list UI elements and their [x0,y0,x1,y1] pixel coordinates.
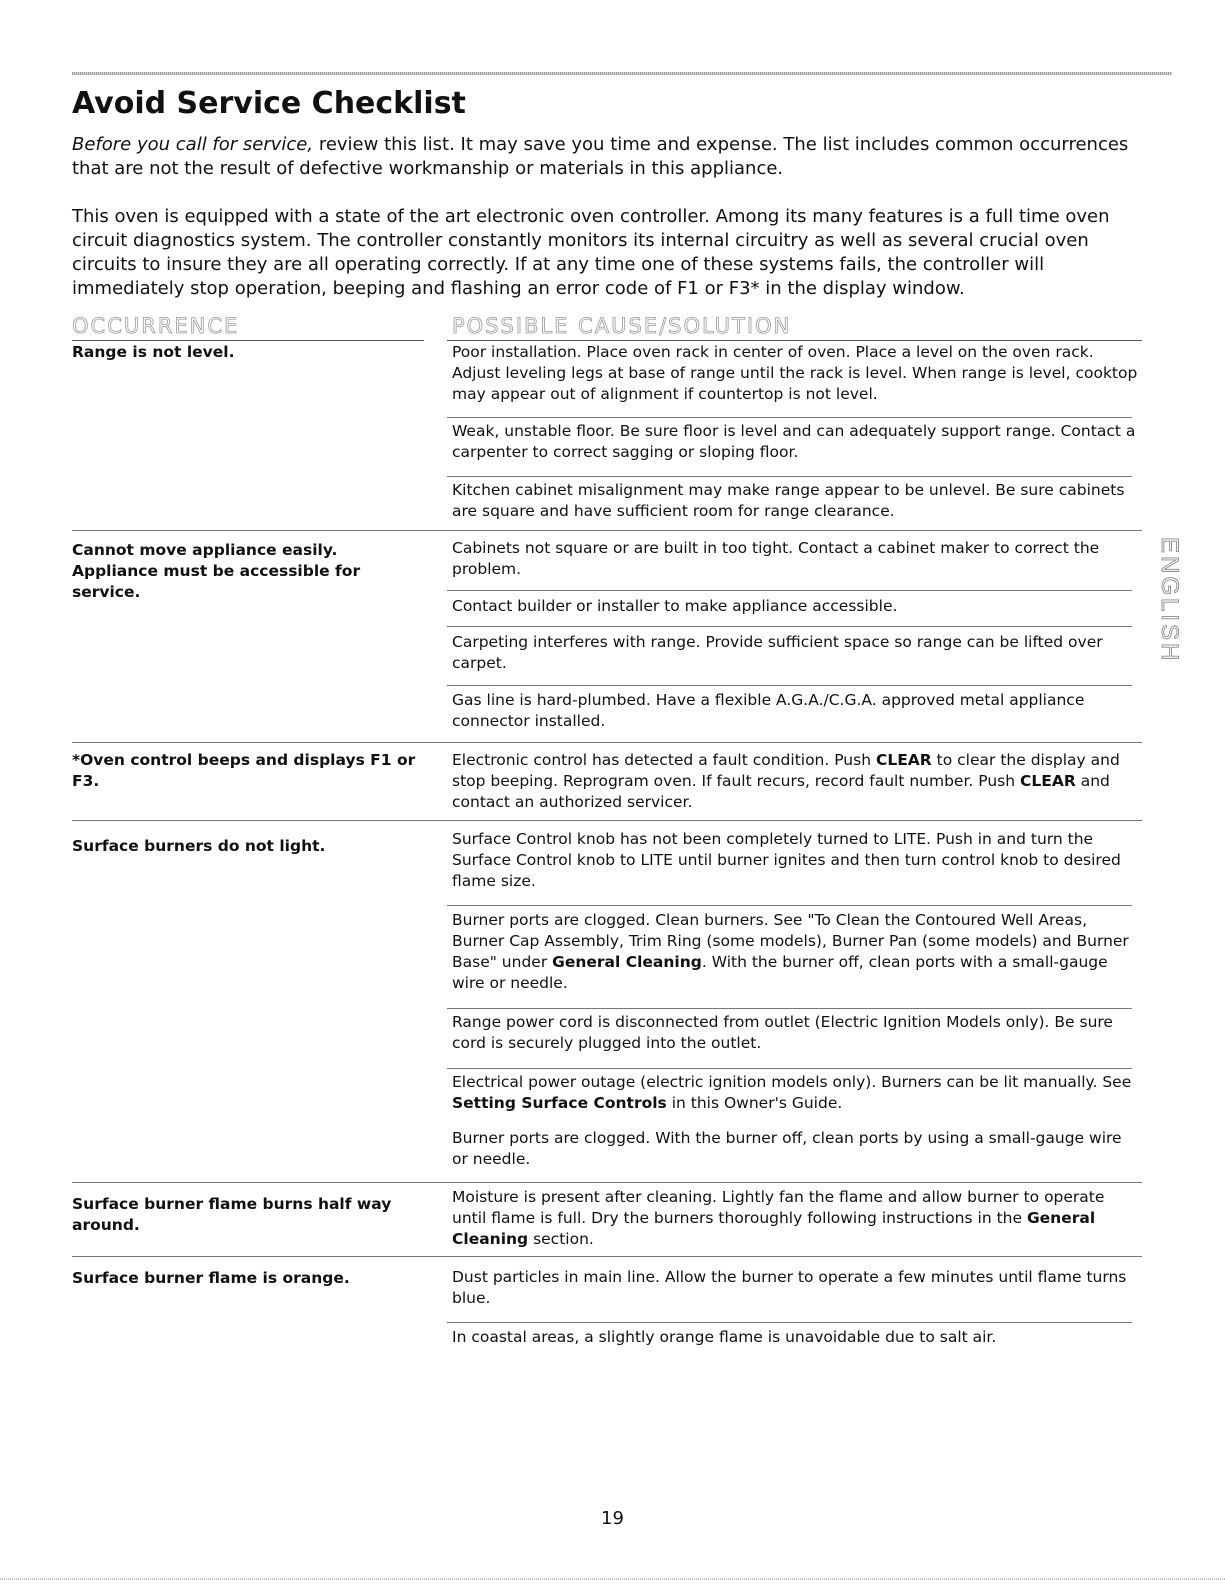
occurrence-burners-not-light: Surface burners do not light. [72,837,326,855]
setting-surface-controls-ref: Setting Surface Controls [452,1094,667,1112]
divider [447,685,1132,686]
solution-light-5: Burner ports are clogged. With the burner off, clean ports by using a small-gauge wire or needle. [452,1129,1122,1168]
divider [447,1008,1132,1009]
intro-lead: Before you call for service, [72,134,314,155]
text-run: to clear the display and stop beeping. Reprogram oven. If fault recurs, record fault number. Push [452,751,1120,790]
text-run: Electronic control has detected a fault condition. Push [452,751,876,769]
text-run: Electrical power outage (electric ignition models only). Burners can be lit manually. See [452,1073,1132,1091]
occurrence-f1-f3: *Oven control beeps and displays F1 or F3. [72,751,416,790]
text-run: Moisture is present after cleaning. Lightly fan the flame and allow burner to operate until flame is full. Dry the burners thoroughly following instructions in the [452,1188,1105,1227]
divider [447,626,1132,627]
divider [447,1068,1132,1069]
solution-light-2 [452,910,1142,994]
side-tab-english [1148,537,1192,687]
solution-f1 [452,750,1142,813]
solution-header: POSSIBLE CAUSE/SOLUTION [452,314,792,338]
section-divider [72,1256,1142,1257]
general-cleaning-ref: General Cleaning [552,953,702,971]
text-run: Burner ports are clogged. Clean burners. See "To Clean the Contoured Well Areas, Burner Cap Assembly, Trim Ring (some models), Burner Pan (some models) and Burner Base" under [452,911,1129,971]
occurrence-range-not-level: Range is not level. [72,343,235,361]
clear-keyword: CLEAR [875,751,932,769]
section-divider [72,742,1142,743]
occurrence-cannot-move [72,540,432,603]
divider [447,590,1132,591]
occurrence-half-way: Surface burner flame burns half way around. [72,1195,392,1234]
intro-paragraph [72,133,1142,181]
side-tab-label: ENGLISH [1156,537,1183,664]
solution-level-3: Kitchen cabinet misalignment may make range appear to be unlevel. Be sure cabinets are square and have sufficient room for range clearance. [452,481,1125,520]
solution-light-3: Range power cord is disconnected from outlet (Electric Ignition Models only). Be sure cord is securely plugged into the outlet. [452,1013,1113,1052]
occurrence-cannot-move-line2: Appliance must be accessible for service. [72,562,361,601]
page-number: 19 [601,1508,624,1529]
divider [447,476,1132,477]
bottom-dotted-rule [0,1578,1225,1580]
solution-level-1: Poor installation. Place oven rack in center of oven. Place a level on the oven rack. Adjust leveling legs at base of range until the rack is level. When range is level, cooktop may appear out of alignment if countertop is not level. [452,343,1138,403]
clear-keyword: CLEAR [1019,772,1076,790]
solution-move-1: Cabinets not square or are built in too tight. Contact a cabinet maker to correct the problem. [452,539,1100,578]
solution-move-3: Carpeting interferes with range. Provide sufficient space so range can be lifted over carpet. [452,633,1103,672]
solution-light-4 [452,1072,1142,1114]
divider [447,417,1132,418]
solution-move-4: Gas line is hard-plumbed. Have a flexible A.G.A./C.G.A. approved metal appliance connector installed. [452,691,1085,730]
section-divider [72,1182,1142,1183]
top-dotted-rule [72,72,1172,75]
text-run: and contact an authorized servicer. [452,772,1110,811]
occurrence-orange-flame: Surface burner flame is orange. [72,1269,350,1287]
solution-orange-1: Dust particles in main line. Allow the burner to operate a few minutes until flame turns blue. [452,1268,1127,1307]
text-run: in this Owner's Guide. [666,1094,843,1112]
text-run: . With the burner off, clean ports with a small-gauge wire or needle. [452,953,1108,992]
occurrence-cannot-move-line1: Cannot move appliance easily. [72,541,338,559]
solution-level-2: Weak, unstable floor. Be sure floor is level and can adequately support range. Contact a carpenter to correct sagging or sloping floor. [452,422,1136,461]
solution-header-rule [447,340,1142,341]
solution-light-1: Surface Control knob has not been completely turned to LITE. Push in and turn the Surface Control knob to LITE until burner ignites and then turn control knob to desired flame size. [452,830,1121,890]
occurrence-header-rule [72,340,424,341]
solution-half-1 [452,1187,1142,1250]
section-divider [72,820,1142,821]
section-divider [72,530,1142,531]
solution-orange-2: In coastal areas, a slightly orange flame is unavoidable due to salt air. [452,1328,997,1346]
text-run: section. [528,1230,594,1248]
general-cleaning-ref: General Cleaning [452,1209,1096,1248]
intro-rest: review this list. It may save you time and expense. The list includes common occurrences that are not the result of defective workmanship or materials in this appliance. [72,134,1129,179]
page-title: Avoid Service Checklist [72,86,466,121]
divider [447,1322,1132,1323]
solution-move-2: Contact builder or installer to make appliance accessible. [452,597,898,615]
occurrence-header: OCCURRENCE [72,314,240,338]
controller-paragraph: This oven is equipped with a state of the art electronic oven controller. Among its many features is a full time oven circuit diagnostics system. The controller constantly monitors its internal circuitry as well as several crucial oven circuits to insure they are all operating correctly. If at any time one of these systems fails, the controller will immediately stop operation, beeping and flashing an error code of F1 or F3* in the display window. [72,206,1110,299]
divider [447,905,1132,906]
